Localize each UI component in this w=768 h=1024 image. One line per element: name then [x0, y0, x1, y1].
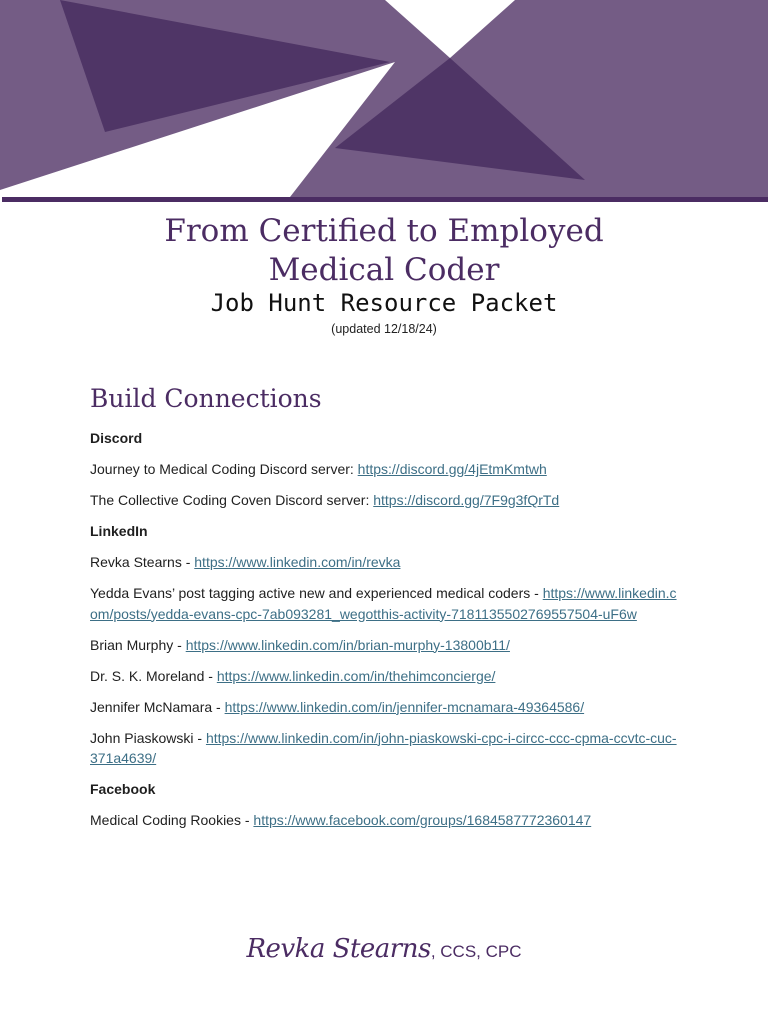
resource-link[interactable]: https://discord.gg/7F9g3fQrTd: [373, 492, 560, 508]
resource-link[interactable]: https://discord.gg/4jEtmKmtwh: [357, 461, 547, 477]
page-title-line2: Medical Coder: [268, 252, 500, 288]
resource-entry: [90, 728, 680, 769]
signature-credentials: , CCS, CPC: [430, 942, 522, 961]
resource-link[interactable]: https://www.linkedin.com/in/thehimconcierge/: [216, 667, 496, 684]
resource-entry: [90, 635, 680, 656]
resource-link[interactable]: https://www.linkedin.com/in/brian-murphy-13800b11/: [185, 636, 510, 653]
resource-label: Jennifer McNamara -: [90, 698, 225, 715]
resource-label: Journey to Medical Coding Discord server:: [90, 461, 358, 477]
resource-label: Dr. S. K. Moreland -: [90, 667, 217, 684]
resource-entry: [90, 697, 680, 718]
resource-entry: [90, 490, 680, 511]
resource-label: Medical Coding Rookies -: [90, 812, 254, 828]
group-heading-linkedin: LinkedIn: [90, 523, 148, 539]
resource-entry: [90, 552, 680, 573]
updated-date: (updated 12/18/24): [331, 322, 437, 336]
header-banner: [0, 0, 768, 204]
resource-label: The Collective Coding Coven Discord server:: [90, 492, 374, 508]
resource-link[interactable]: https://www.facebook.com/groups/1684587772360147: [253, 812, 592, 828]
resource-entry: [90, 459, 680, 480]
page-title: [0, 212, 768, 290]
banner-divider: [2, 197, 768, 202]
group-heading-facebook: Facebook: [90, 781, 156, 797]
resource-entry: [90, 583, 680, 624]
group-heading-discord: Discord: [90, 430, 143, 446]
resource-link[interactable]: https://www.linkedin.com/in/jennifer-mcnamara-49364586/: [224, 698, 585, 715]
section-title: Build Connections: [90, 384, 322, 413]
build-connections-section: [90, 382, 680, 841]
resource-label: John Piaskowski -: [90, 729, 206, 746]
resource-label: Revka Stearns -: [90, 554, 195, 570]
page-title-line1: From Certified to Employed: [164, 213, 604, 249]
resource-entry: [90, 666, 680, 687]
resource-link[interactable]: https://www.linkedin.com/in/revka: [194, 554, 401, 570]
resource-label: Brian Murphy -: [90, 636, 186, 653]
page-subtitle: Job Hunt Resource Packet: [210, 289, 558, 317]
resource-entry: [90, 810, 680, 831]
resource-groups: [90, 428, 680, 831]
resource-label: Yedda Evans’ post tagging active new and experienced medical coders -: [90, 585, 543, 601]
signature-name: Revka Stearns: [246, 934, 431, 964]
signature: [0, 934, 768, 964]
title-block: [0, 212, 768, 336]
resource-link[interactable]: https://www.linkedin.com/in/john-piaskowski-cpc-i-circc-ccc-cpma-ccvtc-cuc-371a4639/: [90, 729, 677, 766]
resource-link[interactable]: https://www.linkedin.com/posts/yedda-evans-cpc-7ab093281_wegotthis-activity-7181135502769557504-uF6w: [90, 585, 677, 622]
